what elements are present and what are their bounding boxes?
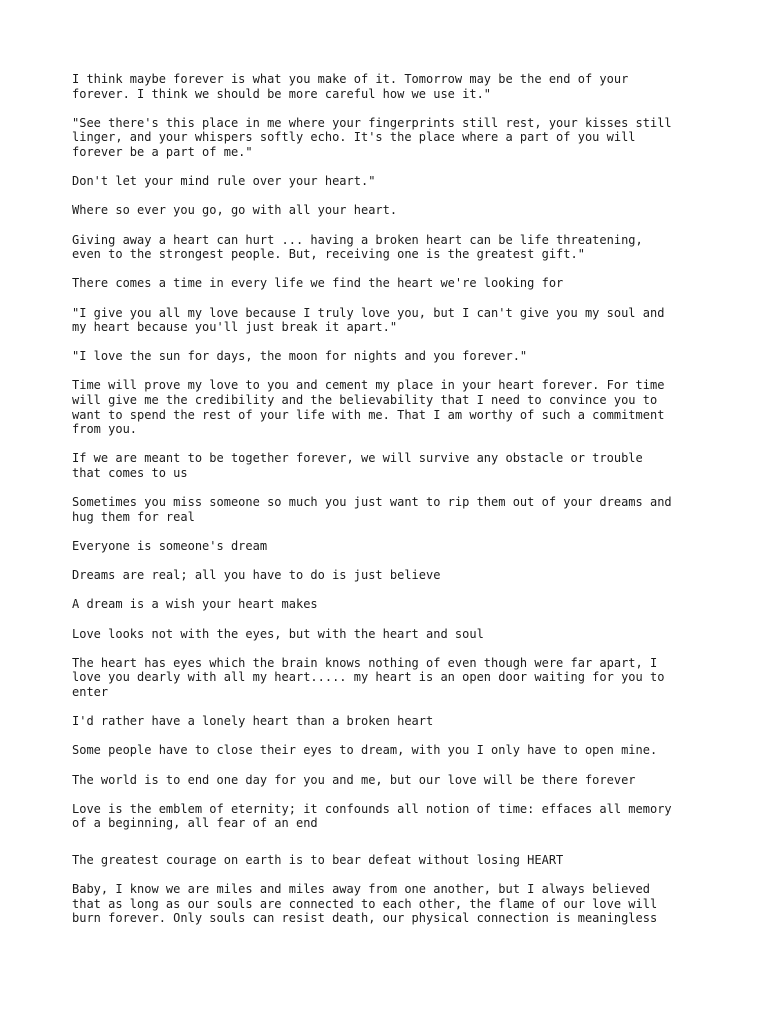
paragraph: Where so ever you go, go with all your heart.: [72, 203, 398, 218]
paragraph: Giving away a heart can hurt ... having a broken heart can be life threatening, even to the strongest people. But, receiving one is the greatest gift.": [72, 232, 643, 262]
paragraph: Love looks not with the eyes, but with the heart and soul: [72, 626, 484, 641]
paragraph: Everyone is someone's dream: [72, 539, 268, 553]
paragraph: The heart has eyes which the brain knows nothing of even though were far apart, I love you dearly with all my heart..... my heart is an open door waiting for you to enter: [72, 655, 665, 699]
paragraph: The greatest courage on earth is to bear defeat without losing HEART: [72, 852, 564, 867]
document-body: [72, 72, 702, 940]
paragraph: Don't let your mind rule over your heart.": [72, 174, 376, 189]
paragraph: I think maybe forever is what you make of it. Tomorrow may be the end of your forever. I think we should be more careful how we use it.": [72, 72, 629, 101]
paragraph: I'd rather have a lonely heart than a broken heart: [72, 714, 434, 729]
paragraph: Time will prove my love to you and cement my place in your heart forever. For time will give me the credibility and the believability that I need to convince you to want to spend the rest of your life with me. That I am worthy of such a commitment from you.: [72, 378, 665, 437]
paragraph: "I love the sun for days, the moon for nights and you forever.": [72, 349, 528, 364]
paragraph: "I give you all my love because I truly love you, but I can't give you my soul and my heart because you'll just break it apart.": [72, 305, 665, 335]
paragraph: There comes a time in every life we find the heart we're looking for: [72, 276, 564, 291]
paragraph: A dream is a wish your heart makes: [72, 597, 318, 612]
paragraph: Love is the emblem of eternity; it confounds all notion of time: effaces all memory of a beginning, all fear of an end: [72, 801, 672, 831]
paragraph: The world is to end one day for you and me, but our love will be there forever: [72, 772, 636, 787]
paragraph: If we are meant to be together forever, we will survive any obstacle or trouble that comes to us: [72, 451, 643, 481]
paragraph: Some people have to close their eyes to dream, with you I only have to open mine.: [72, 743, 658, 758]
paragraph: "See there's this place in me where your fingerprints still rest, your kisses still linger, and your whispers softly echo. It's the place where a part of you will forever be a part of me.": [72, 115, 672, 159]
paragraph: Dreams are real; all you have to do is just believe: [72, 568, 441, 583]
paragraph: Baby, I know we are miles and miles away from one another, but I always believed that as long as our souls are connected to each other, the flame of our love will burn forever. Only souls can resist death, our physical connection is meaningless: [72, 882, 658, 926]
paragraph: Sometimes you miss someone so much you just want to rip them out of your dreams and hug them for real: [72, 495, 672, 524]
